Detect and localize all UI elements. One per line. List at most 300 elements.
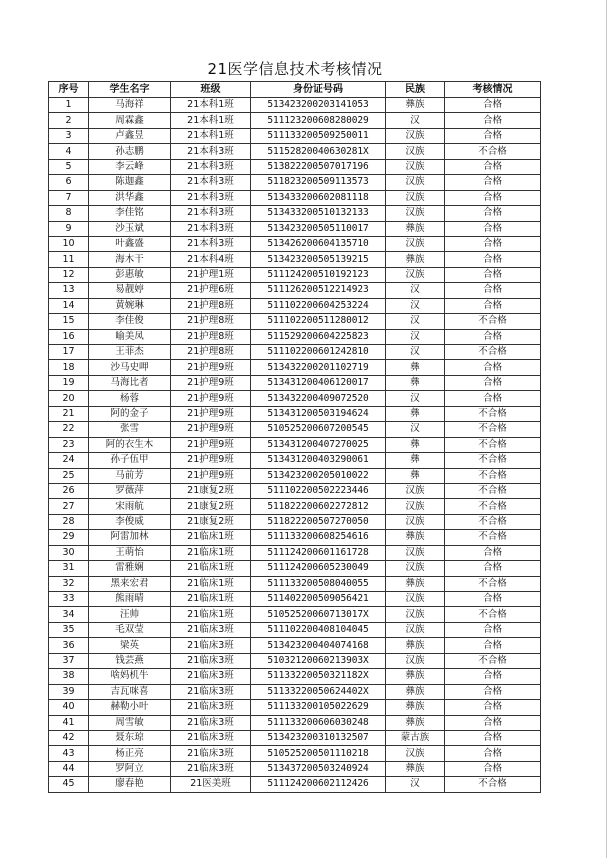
row-class: 21临床1班 (171, 545, 251, 560)
table-row (49, 730, 541, 745)
row-class: 21本科1班 (171, 128, 251, 143)
header-student-name: 学生名字 (89, 82, 171, 98)
row-student-name: 孙子伍甲 (89, 453, 171, 468)
row-id-number: 511822200602272812 (251, 499, 386, 514)
row-seq: 25 (49, 468, 89, 483)
row-class: 21护理8班 (171, 329, 251, 344)
row-class: 21护理9班 (171, 422, 251, 437)
table-row (49, 700, 541, 715)
row-id-number: 511102200601242810 (251, 345, 386, 360)
row-seq: 16 (49, 329, 89, 344)
row-assessment: 合格 (445, 329, 541, 344)
row-seq: 43 (49, 746, 89, 761)
row-ethnicity: 彝族 (386, 638, 445, 653)
row-student-name: 雷雅娴 (89, 561, 171, 576)
row-ethnicity: 汉 (386, 391, 445, 406)
row-id-number: 513437200503240924 (251, 761, 386, 776)
row-seq: 4 (49, 144, 89, 159)
row-assessment: 不合格 (445, 406, 541, 421)
row-seq: 44 (49, 761, 89, 776)
row-class: 21康复2班 (171, 514, 251, 529)
row-id-number: 51152820040630281X (251, 144, 386, 159)
row-student-name: 卢鑫昱 (89, 128, 171, 143)
row-seq: 11 (49, 252, 89, 267)
row-class: 21本科3班 (171, 206, 251, 221)
row-assessment: 合格 (445, 175, 541, 190)
row-ethnicity: 彝族 (386, 761, 445, 776)
row-class: 21临床3班 (171, 746, 251, 761)
row-id-number: 511133200608254616 (251, 530, 386, 545)
row-seq: 36 (49, 638, 89, 653)
row-id-number: 511102200511280012 (251, 314, 386, 329)
table-row (49, 468, 541, 483)
row-class: 21护理9班 (171, 360, 251, 375)
row-ethnicity: 汉 (386, 283, 445, 298)
row-ethnicity: 汉族 (386, 483, 445, 498)
row-seq: 26 (49, 483, 89, 498)
table-row (49, 206, 541, 221)
row-seq: 23 (49, 437, 89, 452)
row-seq: 34 (49, 607, 89, 622)
row-class: 21本科3班 (171, 159, 251, 174)
row-student-name: 马海比者 (89, 375, 171, 390)
row-student-name: 李云峰 (89, 159, 171, 174)
table-row (49, 530, 541, 545)
table-row (49, 144, 541, 159)
row-assessment: 不合格 (445, 653, 541, 668)
row-ethnicity: 汉 (386, 298, 445, 313)
row-student-name: 罗阿立 (89, 761, 171, 776)
table-row (49, 761, 541, 776)
table-row (49, 98, 541, 113)
row-ethnicity: 彝族 (386, 715, 445, 730)
table-row (49, 514, 541, 529)
table-row (49, 113, 541, 128)
row-id-number: 51052520060713017X (251, 607, 386, 622)
row-seq: 12 (49, 267, 89, 282)
row-id-number: 513426200604135710 (251, 236, 386, 251)
row-assessment: 合格 (445, 375, 541, 390)
row-class: 21医美班 (171, 777, 251, 792)
row-class: 21护理9班 (171, 391, 251, 406)
row-student-name: 李佳俊 (89, 314, 171, 329)
row-assessment: 合格 (445, 236, 541, 251)
row-assessment: 不合格 (445, 437, 541, 452)
row-assessment: 不合格 (445, 514, 541, 529)
table-row (49, 453, 541, 468)
row-student-name: 廖春艳 (89, 777, 171, 792)
row-seq: 6 (49, 175, 89, 190)
row-seq: 30 (49, 545, 89, 560)
row-ethnicity: 彝族 (386, 700, 445, 715)
table-row (49, 483, 541, 498)
table-row (49, 561, 541, 576)
row-id-number: 513431200406120017 (251, 375, 386, 390)
row-ethnicity: 蒙古族 (386, 730, 445, 745)
row-ethnicity: 汉族 (386, 622, 445, 637)
row-class: 21本科3班 (171, 190, 251, 205)
row-seq: 28 (49, 514, 89, 529)
row-student-name: 吉瓦咪喜 (89, 684, 171, 699)
row-class: 21临床3班 (171, 684, 251, 699)
row-student-name: 杨正亮 (89, 746, 171, 761)
row-class: 21护理8班 (171, 345, 251, 360)
row-id-number: 511124200601161728 (251, 545, 386, 560)
row-student-name: 孙志鹏 (89, 144, 171, 159)
row-class: 21临床3班 (171, 715, 251, 730)
row-student-name: 沙玉斌 (89, 221, 171, 236)
table-row (49, 437, 541, 452)
row-assessment: 合格 (445, 298, 541, 313)
header-ethnicity: 民族 (386, 82, 445, 98)
row-seq: 35 (49, 622, 89, 637)
row-assessment: 不合格 (445, 144, 541, 159)
row-student-name: 叶鑫盛 (89, 236, 171, 251)
row-id-number: 511529200604225823 (251, 329, 386, 344)
table-row (49, 128, 541, 143)
row-ethnicity: 彝族 (386, 98, 445, 113)
table-row (49, 422, 541, 437)
row-class: 21本科3班 (171, 221, 251, 236)
row-seq: 31 (49, 561, 89, 576)
row-ethnicity: 汉族 (386, 499, 445, 514)
row-assessment: 合格 (445, 561, 541, 576)
table-row (49, 715, 541, 730)
table-body (49, 98, 541, 793)
row-student-name: 啥妈机牛 (89, 669, 171, 684)
row-student-name: 阿的衣生木 (89, 437, 171, 452)
row-seq: 27 (49, 499, 89, 514)
row-assessment: 不合格 (445, 422, 541, 437)
row-id-number: 51032120060213903X (251, 653, 386, 668)
row-id-number: 513423200404074168 (251, 638, 386, 653)
row-class: 21本科3班 (171, 236, 251, 251)
row-ethnicity: 汉族 (386, 653, 445, 668)
row-ethnicity: 汉族 (386, 545, 445, 560)
row-ethnicity: 汉族 (386, 592, 445, 607)
table-row (49, 314, 541, 329)
row-ethnicity: 汉族 (386, 607, 445, 622)
row-ethnicity: 汉 (386, 777, 445, 792)
row-assessment: 不合格 (445, 530, 541, 545)
row-ethnicity: 彝 (386, 453, 445, 468)
table-row (49, 777, 541, 792)
row-seq: 5 (49, 159, 89, 174)
row-student-name: 聂东琼 (89, 730, 171, 745)
row-ethnicity: 汉 (386, 422, 445, 437)
row-ethnicity: 汉族 (386, 128, 445, 143)
row-class: 21护理1班 (171, 267, 251, 282)
row-student-name: 李佳铭 (89, 206, 171, 221)
row-student-name: 阿雷加林 (89, 530, 171, 545)
row-assessment: 合格 (445, 391, 541, 406)
row-student-name: 赫勒小叶 (89, 700, 171, 715)
row-seq: 3 (49, 128, 89, 143)
row-seq: 24 (49, 453, 89, 468)
row-id-number: 511102200408104045 (251, 622, 386, 637)
row-id-number: 510525200501110218 (251, 746, 386, 761)
table-row (49, 607, 541, 622)
table-row (49, 622, 541, 637)
row-class: 21临床3班 (171, 761, 251, 776)
row-seq: 39 (49, 684, 89, 699)
row-assessment: 合格 (445, 113, 541, 128)
row-ethnicity: 汉族 (386, 175, 445, 190)
row-class: 21康复2班 (171, 499, 251, 514)
row-seq: 13 (49, 283, 89, 298)
row-class: 21临床3班 (171, 653, 251, 668)
row-student-name: 马前芳 (89, 468, 171, 483)
table-row (49, 499, 541, 514)
row-seq: 21 (49, 406, 89, 421)
row-student-name: 王菲杰 (89, 345, 171, 360)
row-assessment: 合格 (445, 638, 541, 653)
row-ethnicity: 彝族 (386, 221, 445, 236)
table-row (49, 236, 541, 251)
row-student-name: 杨蓉 (89, 391, 171, 406)
row-student-name: 马海祥 (89, 98, 171, 113)
row-assessment: 合格 (445, 283, 541, 298)
row-seq: 45 (49, 777, 89, 792)
row-id-number: 513822200507017196 (251, 159, 386, 174)
table-row (49, 592, 541, 607)
row-assessment: 不合格 (445, 483, 541, 498)
table-row (49, 576, 541, 591)
row-assessment: 合格 (445, 622, 541, 637)
row-assessment: 合格 (445, 267, 541, 282)
row-ethnicity: 彝 (386, 437, 445, 452)
row-student-name: 洪华鑫 (89, 190, 171, 205)
row-id-number: 511133200105022629 (251, 700, 386, 715)
row-student-name: 周霖鑫 (89, 113, 171, 128)
row-assessment: 不合格 (445, 576, 541, 591)
table-row (49, 298, 541, 313)
row-ethnicity: 汉族 (386, 190, 445, 205)
row-assessment: 合格 (445, 128, 541, 143)
row-assessment: 不合格 (445, 499, 541, 514)
row-assessment: 合格 (445, 545, 541, 560)
row-id-number: 511102200502223446 (251, 483, 386, 498)
table-row (49, 746, 541, 761)
row-assessment: 合格 (445, 190, 541, 205)
row-student-name: 彭惠敏 (89, 267, 171, 282)
row-seq: 17 (49, 345, 89, 360)
row-id-number: 511822200507270050 (251, 514, 386, 529)
row-assessment: 不合格 (445, 453, 541, 468)
row-seq: 33 (49, 592, 89, 607)
row-student-name: 沙马史呷 (89, 360, 171, 375)
row-id-number: 511124200605230049 (251, 561, 386, 576)
table-row (49, 252, 541, 267)
row-ethnicity: 汉族 (386, 144, 445, 159)
row-id-number: 513433200510132133 (251, 206, 386, 221)
row-student-name: 李俊威 (89, 514, 171, 529)
row-student-name: 黄婉琳 (89, 298, 171, 313)
row-seq: 42 (49, 730, 89, 745)
row-student-name: 梁英 (89, 638, 171, 653)
header-seq: 序号 (49, 82, 89, 98)
row-class: 21护理6班 (171, 283, 251, 298)
row-seq: 22 (49, 422, 89, 437)
row-class: 21临床3班 (171, 638, 251, 653)
row-id-number: 513423200205010022 (251, 468, 386, 483)
row-assessment: 合格 (445, 746, 541, 761)
row-id-number: 51133220050321182X (251, 669, 386, 684)
row-class: 21临床3班 (171, 700, 251, 715)
row-student-name: 毛双莹 (89, 622, 171, 637)
row-class: 21本科1班 (171, 98, 251, 113)
table-row (49, 159, 541, 174)
row-student-name: 易靓婷 (89, 283, 171, 298)
row-class: 21临床1班 (171, 561, 251, 576)
row-class: 21临床1班 (171, 576, 251, 591)
row-id-number: 513432200201102719 (251, 360, 386, 375)
row-ethnicity: 汉族 (386, 561, 445, 576)
row-class: 21护理9班 (171, 468, 251, 483)
row-id-number: 511123200608280029 (251, 113, 386, 128)
row-assessment: 合格 (445, 761, 541, 776)
table-row (49, 221, 541, 236)
row-seq: 15 (49, 314, 89, 329)
row-id-number: 513431200403290061 (251, 453, 386, 468)
row-id-number: 513423200310132507 (251, 730, 386, 745)
row-seq: 8 (49, 206, 89, 221)
row-ethnicity: 汉族 (386, 746, 445, 761)
row-assessment: 合格 (445, 592, 541, 607)
row-id-number: 513431200407270025 (251, 437, 386, 452)
row-class: 21临床1班 (171, 530, 251, 545)
row-student-name: 阿的金子 (89, 406, 171, 421)
row-student-name: 熊雨晴 (89, 592, 171, 607)
row-assessment: 合格 (445, 715, 541, 730)
row-assessment: 不合格 (445, 314, 541, 329)
row-seq: 7 (49, 190, 89, 205)
row-seq: 18 (49, 360, 89, 375)
row-ethnicity: 汉 (386, 329, 445, 344)
row-seq: 29 (49, 530, 89, 545)
row-assessment: 合格 (445, 730, 541, 745)
row-id-number: 513432200409072520 (251, 391, 386, 406)
row-class: 21临床1班 (171, 607, 251, 622)
row-assessment: 合格 (445, 98, 541, 113)
row-class: 21护理9班 (171, 437, 251, 452)
row-seq: 19 (49, 375, 89, 390)
row-class: 21本科3班 (171, 144, 251, 159)
row-student-name: 喻美凤 (89, 329, 171, 344)
assessment-table (48, 81, 541, 793)
table-row (49, 638, 541, 653)
row-assessment: 合格 (445, 252, 541, 267)
row-class: 21康复2班 (171, 483, 251, 498)
row-assessment: 合格 (445, 206, 541, 221)
row-student-name: 钱芸燕 (89, 653, 171, 668)
row-ethnicity: 彝 (386, 375, 445, 390)
row-assessment: 不合格 (445, 607, 541, 622)
table-row (49, 684, 541, 699)
row-class: 21临床3班 (171, 730, 251, 745)
row-seq: 32 (49, 576, 89, 591)
row-id-number: 511402200509056421 (251, 592, 386, 607)
table-row (49, 653, 541, 668)
row-id-number: 511133200606030248 (251, 715, 386, 730)
row-ethnicity: 汉族 (386, 267, 445, 282)
row-id-number: 513433200602081118 (251, 190, 386, 205)
row-student-name: 陈迦鑫 (89, 175, 171, 190)
row-ethnicity: 汉 (386, 314, 445, 329)
row-seq: 10 (49, 236, 89, 251)
table-row (49, 406, 541, 421)
document-title: 21医学信息技术考核情况 (207, 60, 383, 78)
table-row (49, 669, 541, 684)
row-ethnicity: 汉族 (386, 159, 445, 174)
table-row (49, 360, 541, 375)
row-seq: 14 (49, 298, 89, 313)
row-id-number: 513431200503194624 (251, 406, 386, 421)
row-id-number: 511133200509250011 (251, 128, 386, 143)
row-id-number: 51133220050624402X (251, 684, 386, 699)
row-ethnicity: 汉 (386, 113, 445, 128)
table-row (49, 267, 541, 282)
table-header-row (49, 82, 541, 98)
row-id-number: 513423200505110017 (251, 221, 386, 236)
row-seq: 37 (49, 653, 89, 668)
row-student-name: 黑来宏君 (89, 576, 171, 591)
header-class: 班级 (171, 82, 251, 98)
row-ethnicity: 彝 (386, 406, 445, 421)
row-seq: 38 (49, 669, 89, 684)
row-student-name: 罗薇萍 (89, 483, 171, 498)
row-class: 21护理9班 (171, 453, 251, 468)
row-class: 21临床3班 (171, 622, 251, 637)
row-class: 21本科1班 (171, 113, 251, 128)
row-assessment: 不合格 (445, 345, 541, 360)
table-row (49, 345, 541, 360)
row-seq: 1 (49, 98, 89, 113)
row-assessment: 不合格 (445, 777, 541, 792)
row-seq: 2 (49, 113, 89, 128)
table-row (49, 283, 541, 298)
row-student-name: 海木干 (89, 252, 171, 267)
row-class: 21本科4班 (171, 252, 251, 267)
row-student-name: 汪帅 (89, 607, 171, 622)
row-ethnicity: 彝族 (386, 684, 445, 699)
row-seq: 9 (49, 221, 89, 236)
row-ethnicity: 彝族 (386, 576, 445, 591)
row-id-number: 511126200512214923 (251, 283, 386, 298)
row-class: 21临床3班 (171, 669, 251, 684)
row-id-number: 511823200509113573 (251, 175, 386, 190)
table-row (49, 391, 541, 406)
row-ethnicity: 彝族 (386, 669, 445, 684)
row-id-number: 513423200203141053 (251, 98, 386, 113)
table-row (49, 329, 541, 344)
row-assessment: 合格 (445, 684, 541, 699)
header-assessment: 考核情况 (445, 82, 541, 98)
row-assessment: 不合格 (445, 468, 541, 483)
row-student-name: 周雪敏 (89, 715, 171, 730)
table-row (49, 190, 541, 205)
row-seq: 40 (49, 700, 89, 715)
table-row (49, 375, 541, 390)
row-id-number: 511133200508040055 (251, 576, 386, 591)
row-ethnicity: 汉族 (386, 514, 445, 529)
row-seq: 20 (49, 391, 89, 406)
row-id-number: 511102200604253224 (251, 298, 386, 313)
row-student-name: 张雪 (89, 422, 171, 437)
row-id-number: 510525200607200545 (251, 422, 386, 437)
row-ethnicity: 彝族 (386, 252, 445, 267)
header-id-number: 身份证号码 (251, 82, 386, 98)
